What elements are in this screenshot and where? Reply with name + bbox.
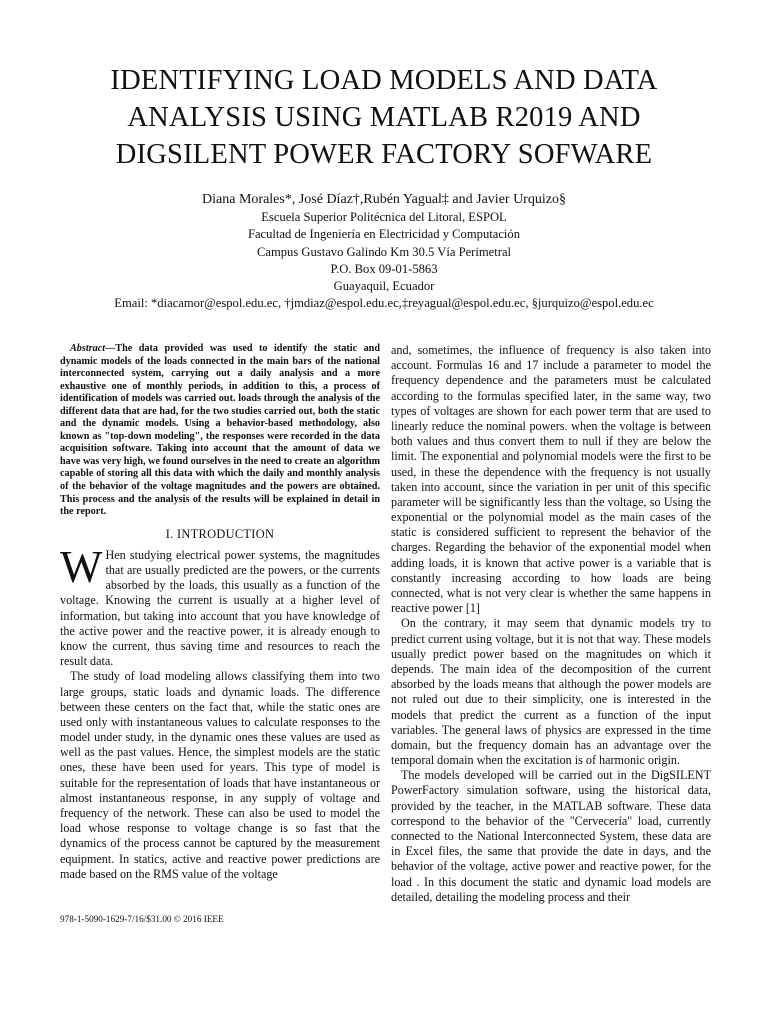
intro-paragraph-1-text: Hen studying electrical power systems, the magnitudes that are usually predicted are the powers, or the currents absorbed by the loads, this usually as a function of the voltage. Knowing the current is usually at a higher level of information, but taking into account that you have knowledge of the active power and the reactive power, it is already enough to know the current, thus saving time and resources to reach the result data. <box>60 547 380 669</box>
section-heading-introduction: I. INTRODUCTION <box>165 526 275 541</box>
affiliation-line: Escuela Superior Politécnica del Litoral, ESPOL <box>261 210 507 224</box>
copyright-footer: 978-1-5090-1629-7/16/$31.00 © 2016 IEEE <box>60 914 224 924</box>
left-column <box>60 343 380 882</box>
body-paragraph-3: The models developed will be carried out in the DigSILENT PowerFactory simulation software, using the historical data, provided by the teacher, in the MATLAB software. These data correspond to the behavior of the "Cervecería" load, currently connected to the National Interconnected System, these data are in Excel files, the same that provide the date in days, and the behavior of the voltage, active power and reactive power, for the load . In this document the static and dynamic load models are detailed, detailing the modeling process and their <box>391 768 711 904</box>
abstract-text: —The data provided was used to identify the static and dynamic models of the loads connected in the main bars of the national interconnected system, carrying out a daily analysis and a more exhaustive one of monthly periods, in addition to this, a process of identification of models was carried out. loads through the analysis of the different data that are had, for the two studies carried out, both the static and the dynamic models. Using a behavior-based methodology, also known as "top-down modeling", the responses were recorded in the data acquisition software. Taking into account that the amount of data we have was very high, we found ourselves in the need to create an algorithm capable of storing all this data with which the daily and monthly analysis of the behavior of the voltage magnitudes and the powers are obtained. This process and the analysis of the results will be explained in detail in the report. <box>60 343 380 518</box>
right-column <box>391 343 711 905</box>
affiliation-line: Facultad de Ingeniería en Electricidad y Computación <box>247 227 521 242</box>
drop-cap: W <box>60 541 103 592</box>
abstract <box>60 343 380 519</box>
email-line: Email: *diacamor@espol.edu.ec, †jmdiaz@espol.edu.ec,‡reyagual@espol.edu.ec, §jurquizo@espol.edu.ec <box>114 296 654 311</box>
body-paragraph-2: On the contrary, it may seem that dynamic models try to predict current using voltage, but it is not that way. These models usually predict power based on the magnitudes on which it depends. The main idea of the decomposition of the current absorbed by the loads means that although the power models are not ruled out due to their simplicity, one is interested in the models that predict the current as a function of the input variables. The general laws of physics are expressed in the time domain, but the frequency domain has an advantage over the temporal domain when the excitation is of harmonic origin. <box>391 616 711 768</box>
title-line: DIGSILENT POWER FACTORY SOFWARE <box>115 139 653 170</box>
intro-paragraph-1 <box>60 541 380 670</box>
author-block <box>40 190 728 313</box>
title-line: IDENTIFYING LOAD MODELS AND DATA <box>110 65 658 96</box>
affiliation-line: Campus Gustavo Galindo Km 30.5 Vía Perimetral <box>256 244 512 259</box>
affiliation-line: Guayaquil, Ecuador <box>333 279 435 294</box>
body-paragraph-1: and, sometimes, the influence of frequency is also taken into account. Formulas 16 and 17 include a parameter to model the frequency dependence and the parameters must be calculated according to the formulas specified later, in the same way, two types of voltages are shown for each power term that are used to linearly reduce the nominal powers. when the voltage is between both values and thus convert them to null if they are below the limit. The exponential and polynomial models were the first to be used, in these the dependence with the frequency is not usually taken into account, since the variation in per unit of this specific parameter will be significantly less than the voltage, so Using the exponential or the polynomial model as the main cases of the static is considered sufficient to represent the behavior of the charges. Regarding the behavior of the exponential model when adding loads, it is known that active power is a variable that is constantly increasing according to how loads are being connected, what is not very clear is whether the same happens in reactive power [1] <box>391 343 711 616</box>
title-line: ANALYSIS USING MATLAB R2019 AND <box>127 102 641 133</box>
intro-paragraph-2: The study of load modeling allows classifying them into two large groups, static loads and dynamic loads. The difference between these centers on the fact that, while the static ones are used only with instantaneous values to calculate responses to the model under study, in the dynamic ones these values are used as well as the past values. Hence, the simplest models are the static ones, these have been used for years. This type of model is suitable for the representation of loads that have instantaneous or almost instantaneous response, in any supply of voltage and frequency of the network. These can also be used to model the load whose response to voltage change is so fast that the dynamics of the process cannot be captured by the measurement equipment. In statics, active and reactive power predictions are made based on the RMS value of the voltage <box>60 669 380 881</box>
affiliation-line: P.O. Box 09-01-5863 <box>330 261 438 276</box>
author-names: Diana Morales*, José Díaz†,Rubén Yagual‡ and Javier Urquizo§ <box>202 192 566 207</box>
abstract-label: Abstract <box>70 343 106 354</box>
paper-title <box>60 62 708 173</box>
